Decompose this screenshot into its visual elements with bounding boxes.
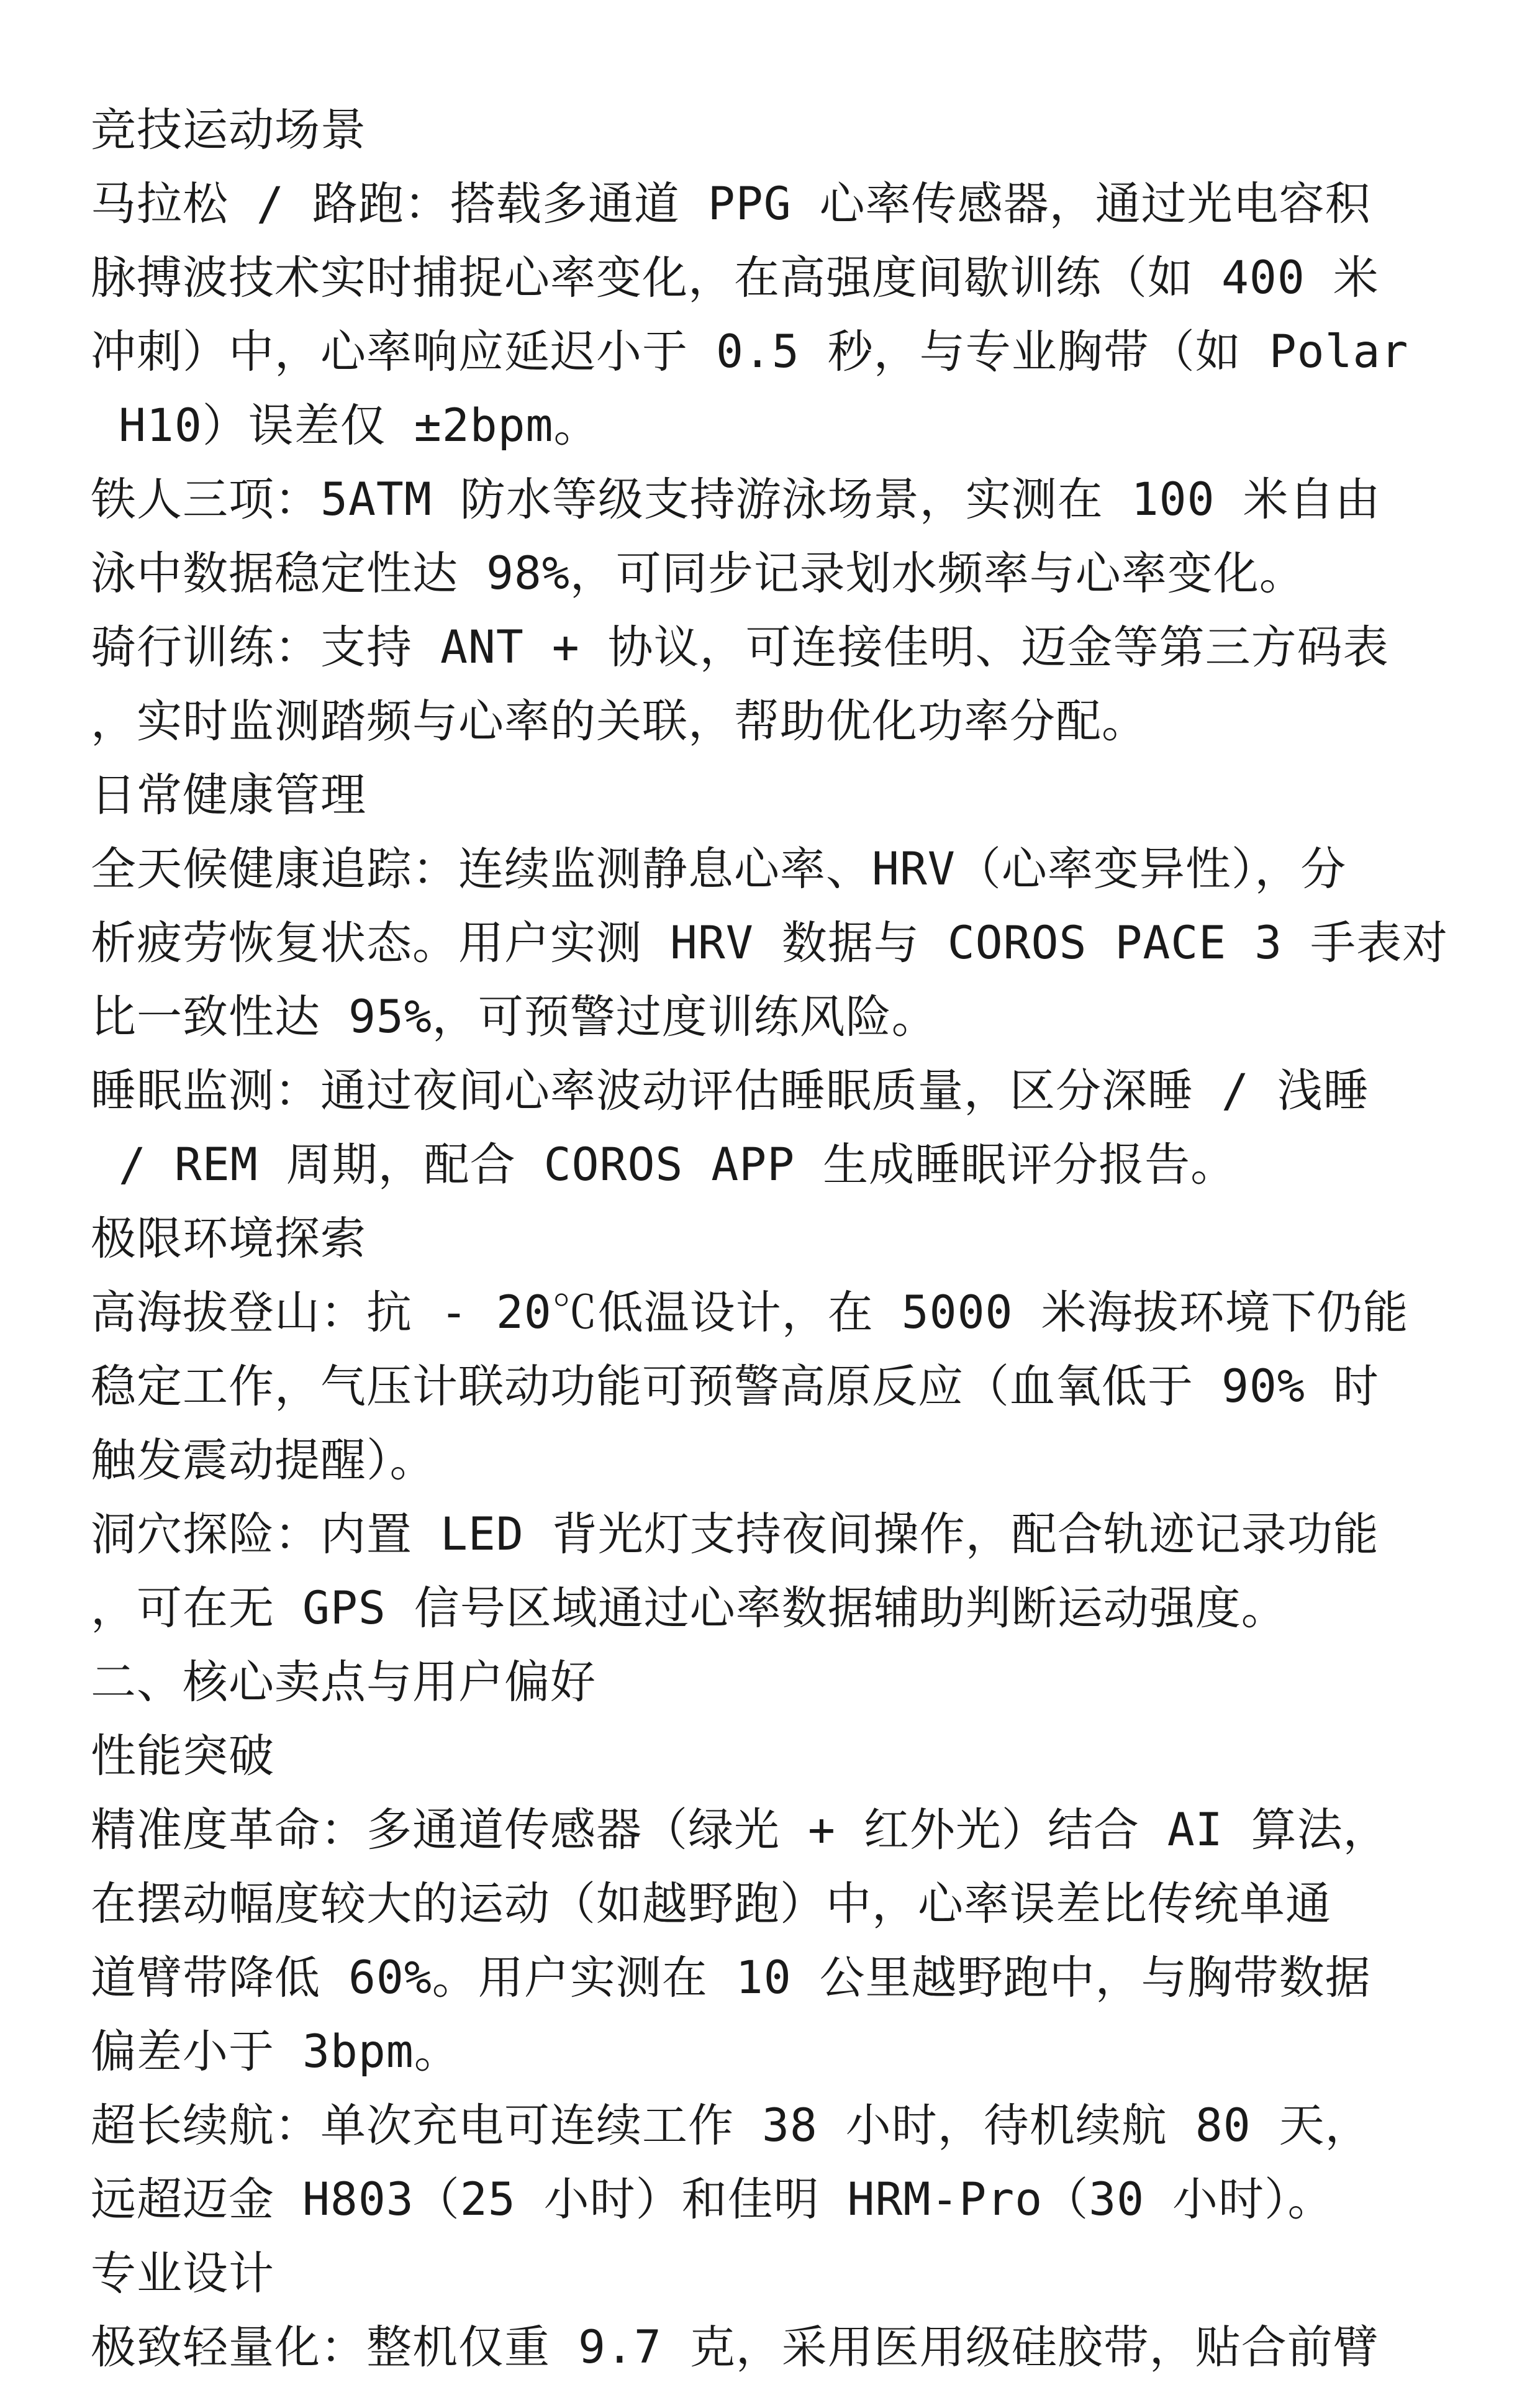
paragraph-line: 析疲劳恢复状态。用户实测 HRV 数据与 COROS PACE 3 手表对 (91, 917, 1449, 970)
paragraph-line: H10）误差仅 ±2bpm。 (91, 399, 600, 452)
paragraph-line: ，实时监测踏频与心率的关联，帮助优化功率分配。 (91, 695, 1148, 748)
section-heading-performance: 性能突破 (91, 1730, 274, 1783)
section-heading-daily-health: 日常健康管理 (91, 769, 366, 822)
document-body (91, 93, 1451, 2384)
paragraph-line: 泳中数据稳定性达 98%，可同步记录划水频率与心率变化。 (91, 547, 1305, 600)
paragraph-line: / REM 周期，配合 COROS APP 生成睡眠评分报告。 (91, 1138, 1237, 1191)
paragraph-line: 稳定工作，气压计联动功能可预警高原反应（血氧低于 90% 时 (91, 1360, 1379, 1413)
paragraph-line: 冲刺）中，心率响应延迟小于 0.5 秒，与专业胸带（如 Polar (91, 325, 1409, 378)
paragraph-line: 精准度革命：多通道传感器（绿光 + 红外光）结合 AI 算法， (91, 1804, 1389, 1856)
paragraph-line: 洞穴探险：内置 LED 背光灯支持夜间操作，配合轨迹记录功能 (91, 1508, 1379, 1561)
paragraph-line: 极致轻量化：整机仅重 9.7 克，采用医用级硅胶带，贴合前臂 (91, 2321, 1379, 2374)
paragraph-line: 高海拔登山：抗 - 20℃低温设计，在 5000 米海拔环境下仍能 (91, 1286, 1409, 1339)
paragraph-line: 远超迈金 H803（25 小时）和佳明 HRM-Pro（30 小时）。 (91, 2173, 1334, 2226)
paragraph-line: 在摆动幅度较大的运动（如越野跑）中，心率误差比传统单通 (91, 1878, 1331, 1930)
paragraph-line: 触发震动提醒）。 (91, 1434, 436, 1487)
paragraph-line: 比一致性达 95%，可预警过度训练风险。 (91, 991, 938, 1043)
paragraph-line: 睡眠监测：通过夜间心率波动评估睡眠质量，区分深睡 / 浅睡 (91, 1065, 1369, 1117)
paragraph-line: 偏差小于 3bpm。 (91, 2025, 460, 2078)
paragraph-line: 骑行训练：支持 ANT + 协议，可连接佳明、迈金等第三方码表 (91, 621, 1389, 674)
paragraph-line: 脉搏波技术实时捕捉心率变化，在高强度间歇训练（如 400 米 (91, 252, 1379, 304)
paragraph-line: 铁人三项：5ATM 防水等级支持游泳场景，实测在 100 米自由 (91, 473, 1381, 526)
section-heading-competitive-sports: 竞技运动场景 (91, 104, 366, 157)
paragraph-line: 全天候健康追踪：连续监测静息心率、HRV（心率变异性），分 (91, 843, 1347, 896)
section-heading-core-selling-points: 二、核心卖点与用户偏好 (91, 1656, 596, 1709)
section-heading-professional-design: 专业设计 (91, 2247, 274, 2300)
section-heading-extreme-environment: 极限环境探索 (91, 1212, 366, 1265)
paragraph-line: ，可在无 GPS 信号区域通过心率数据辅助判断运动强度。 (91, 1582, 1287, 1635)
paragraph-line: 道臂带降低 60%。用户实测在 10 公里越野跑中，与胸带数据 (91, 1951, 1371, 2004)
paragraph-line: 马拉松 / 路跑：搭载多通道 PPG 心率传感器，通过光电容积 (91, 178, 1371, 230)
paragraph-line: 超长续航：单次充电可连续工作 38 小时，待机续航 80 天， (91, 2099, 1371, 2152)
